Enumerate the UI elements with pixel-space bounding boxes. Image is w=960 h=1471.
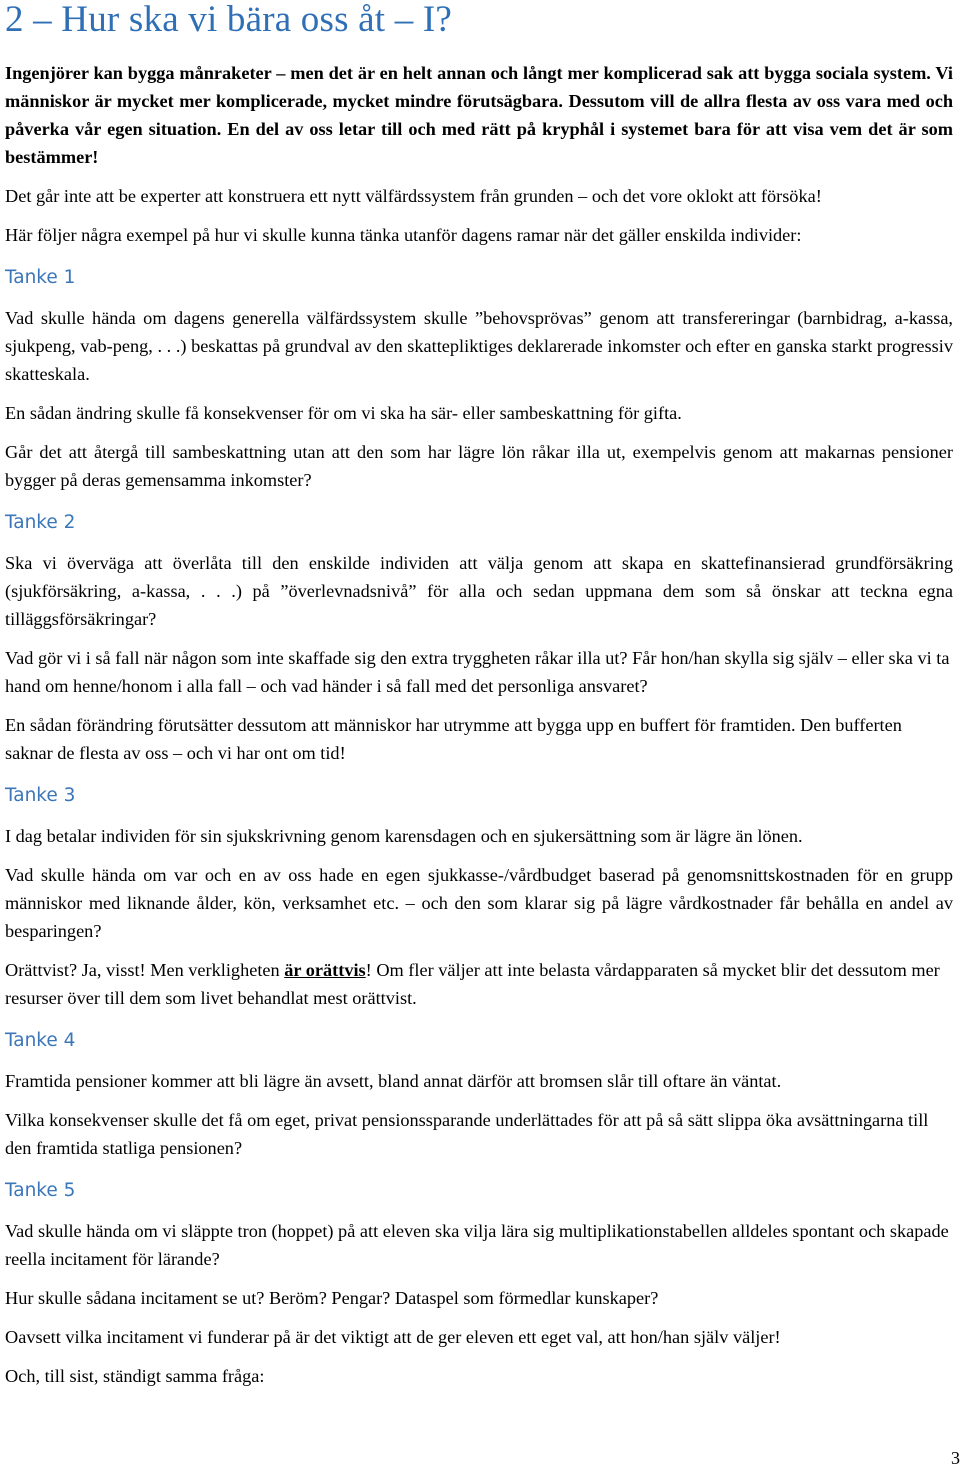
section-heading-tanke-2: Tanke 2 [5, 512, 76, 533]
section-heading-tanke-3: Tanke 3 [5, 785, 76, 806]
paragraph-tanke-5-b: Hur skulle sådana incitament se ut? Beröm? Pengar? Dataspel som förmedlar kunskaper? [5, 1288, 659, 1308]
section-heading-tanke-1: Tanke 1 [5, 267, 76, 288]
paragraph-experts: Det går inte att be experter att konstruera ett nytt välfärdssystem från grunden – och det vore oklokt att försöka! [5, 186, 822, 206]
page-title: 2 – Hur ska vi bära oss åt – I? [5, 0, 453, 40]
paragraph-tanke-5-d: Och, till sist, ständigt samma fråga: [5, 1366, 265, 1386]
page-number: 3 [951, 1448, 960, 1468]
paragraph-tanke-1-c: Går det att återgå till sambeskattning utan att den som har lägre lön råkar illa ut, exempelvis genom att makarnas pensioner bygger på deras gemensamma inkomster? [5, 442, 953, 490]
document-page [5, 0, 953, 1390]
section-heading-tanke-4: Tanke 4 [5, 1030, 76, 1051]
section-heading-tanke-5: Tanke 5 [5, 1180, 76, 1201]
emphasis-text: är orättvis [284, 960, 366, 980]
intro-paragraph: Ingenjörer kan bygga månraketer – men det är en helt annan och långt mer komplicerad sak att bygga sociala system. Vi människor är mycket mer komplicerade, mycket mindre förutsägbara. Dessutom vill de allra flesta av oss vara med och påverka vår egen situation. En del av oss letar till och med rätt på kryphål i systemet bara för att visa vem det är som bestämmer! [5, 63, 953, 167]
paragraph-tanke-1-b: En sådan ändring skulle få konsekvenser för om vi ska ha sär- eller sambeskattning för gifta. [5, 403, 682, 423]
paragraph-tanke-2-b: Vad gör vi i så fall när någon som inte skaffade sig den extra tryggheten råkar illa ut? Får hon/han skylla sig själv – eller ska vi ta hand om henne/honom i alla fall – och vad händer i så fall med det personliga ansvaret? [5, 648, 950, 696]
paragraph-tanke-5-c: Oavsett vilka incitament vi funderar på är det viktigt att de ger eleven ett eget val, att hon/han själv väljer! [5, 1327, 781, 1347]
paragraph-tanke-3-c [5, 956, 953, 1012]
emphasis-before: Orättvist? Ja, visst! Men verkligheten [5, 960, 285, 980]
paragraph-tanke-3-a: I dag betalar individen för sin sjukskrivning genom karensdagen och en sjukersättning som är lägre än lönen. [5, 826, 803, 846]
paragraph-tanke-4-b: Vilka konsekvenser skulle det få om eget, privat pensionssparande underlättades för att på så sätt slippa öka avsättningarna till den framtida statliga pensionen? [5, 1110, 929, 1158]
paragraph-tanke-1-a: Vad skulle hända om dagens generella välfärdssystem skulle ”behovsprövas” genom att transfereringar (barnbidrag, a-kassa, sjukpeng, vab-peng, . . .) beskattas på grundval av den skattepliktiges deklarerade inkomster och efter en ganska starkt progressiv skatteskala. [5, 308, 953, 384]
paragraph-examples: Här följer några exempel på hur vi skulle kunna tänka utanför dagens ramar när det gäller enskilda individer: [5, 225, 802, 245]
paragraph-tanke-5-a: Vad skulle hända om vi släppte tron (hoppet) på att eleven ska vilja lära sig multiplikationstabellen alldeles spontant och skapade reella incitament för lärande? [5, 1221, 949, 1269]
emphasis-after: ! Om fler väljer att inte belasta vårdapparaten så mycket blir det dessutom mer resurser över till dem som livet behandlat mest orättvist. [5, 960, 940, 1008]
paragraph-tanke-3-b: Vad skulle hända om var och en av oss hade en egen sjukkasse-/vårdbudget baserad på genomsnittskostnaden för en grupp människor med liknande ålder, kön, verksamhet etc. – och den som klarar sig på lägre vårdkostnader får behålla en andel av besparingen? [5, 865, 953, 941]
paragraph-tanke-4-a: Framtida pensioner kommer att bli lägre än avsett, bland annat därför att bromsen slår till oftare än väntat. [5, 1071, 782, 1091]
paragraph-tanke-2-a: Ska vi överväga att överlåta till den enskilde individen att välja genom att skapa en skattefinansierad grundförsäkring (sjukförsäkring, a-kassa, . . .) på ”överlevnadsnivå” för alla och sedan uppmana dem som så önskar att teckna egna tilläggsförsäkringar? [5, 553, 953, 629]
paragraph-tanke-2-c: En sådan förändring förutsätter dessutom att människor har utrymme att bygga upp en buffert för framtiden. Den bufferten saknar de flesta av oss – och vi har ont om tid! [5, 715, 902, 763]
